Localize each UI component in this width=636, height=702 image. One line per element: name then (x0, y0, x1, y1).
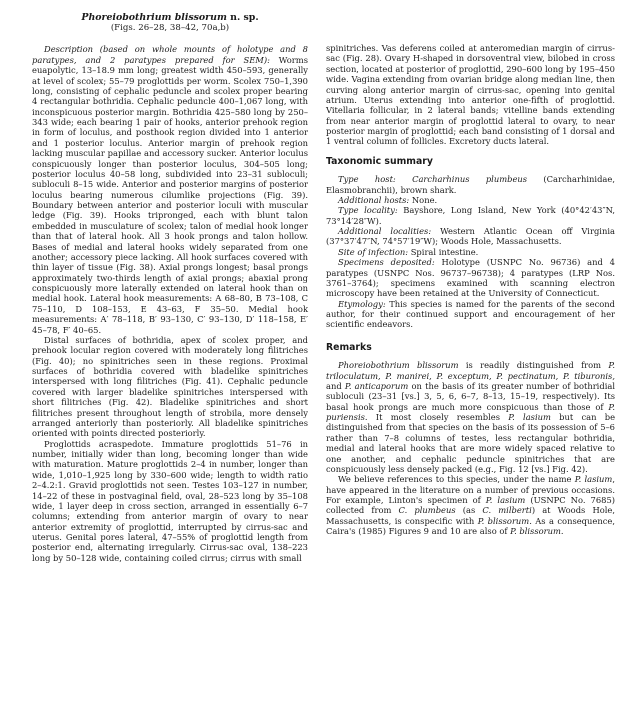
type-locality-value: Bayshore, Long Island, New York (40°42′43″N, 73°14′28″W). (326, 205, 616, 226)
additional-hosts-label: Additional hosts: (338, 194, 410, 205)
remarks-text: (USNPC No. 7685) collected from (326, 495, 616, 516)
remarks-text: . (560, 526, 564, 537)
left-column (32, 0, 308, 563)
species-ref: P. lasium (508, 412, 551, 422)
remarks-text: , have appeared in the literature on a number of previous occasions. For example, Linton's specimen of (326, 474, 615, 505)
remarks-paragraph-2 (326, 474, 615, 536)
species-ref: P. lasium (485, 495, 526, 505)
figure-refs: (Figs. 26–28, 38–42, 70a,b) (110, 23, 230, 33)
proglottid-continuation: spinitriches. Vas deferens coiled at anteromedian margin of cirrus-sac (Fig. 28). Ovary H-shaped in dorsoventral view, bilobed in cross section, located at posterior of proglottid, 290–600 long by 195–450 wide. Vagina extending from ovarian bridge along median line, then curving along anterior margin of cirrus-sac, opening into genital atrium. Uterus extending into anterior one-fifth of proglottid. Vitellaria follicular, in 2 lateral bands; vitelline bands extending from near anterior margin of proglottid lateral to ovary, to near posterior margin of proglottid; each band consisting of 1 dorsal and 1 ventral column of follicles. Excretory ducts lateral. (326, 43, 615, 147)
site-label: Site of infection: (338, 246, 409, 257)
etymology-label: Etymology: (338, 298, 386, 309)
type-host-label: Type host: (338, 174, 396, 185)
remarks-text: and (326, 380, 345, 391)
species-name: Phoreiobothrium blissorum (81, 12, 227, 23)
etymology-value: This species is named for the parents of the second author, for their continued support and encouragement of her scientific endeavors. (326, 298, 615, 330)
right-column (326, 0, 615, 537)
specimens-value: Holotype (USNPC No. 96736) and 4 paratypes (USNPC Nos. 96737–96738); 4 paratypes (LRP Nos. 3761–3764); specimens examined with scanning electron microscopy have been retained at the University of Connecticut. (326, 257, 615, 299)
species-ref: C. plumbeus (398, 505, 456, 516)
remarks-text: . As a consequence, Caira's (1985) Figures 9 and 10 are also of (326, 515, 615, 537)
species-ref: P. anticaporum (344, 380, 409, 391)
species-ref: P. lasium (574, 474, 613, 485)
surface-paragraph: Distal surfaces of bothridia, apex of scolex proper, and prehook locular region covered with moderately long filitriches (Fig. 40); no spinitriches seen in these regions. Proximal surfaces of bothridia covered with bladelike spinitriches interspersed with long filitriches (Fig. 41). Cephalic peduncle covered with larger bladelike spinitriches interspersed with short filitriches (Fig. 42). Bladelike spinitriches and short filitriches present throughout length of strobila, more densely arranged anteriorly than posteriorly. All bladelike spinitriches oriented with points directed posteriorly. (32, 334, 308, 439)
description-paragraph (32, 44, 308, 335)
remarks-text: but can be distinguished from that species on the basis of its possession of 5–6 rather than 7–8 columns of testes, less rectangular bothridia, medial and lateral hooks that are more widely spaced relative to one another, and cephalic peduncle spinitriches that are conspicuously less densely packed (e.g., Fig. 12 [vs.] Fig. 42). (326, 412, 616, 474)
species-ref: P. blissorum (477, 515, 530, 526)
species-ref: P. triloculatum, P. manirei, P. exceptum, P. pectinatum, P. tiburonis, (326, 360, 615, 381)
additional-localities-label: Additional localities: (338, 226, 432, 236)
description-lead: Description (based on whole mounts of holotype and 8 paratypes, and 2 paratypes prepared for SEM): (32, 44, 308, 65)
species-title (32, 12, 308, 23)
etymology (326, 299, 615, 330)
remarks-paragraph-1 (326, 360, 615, 474)
type-locality-label: Type locality: (338, 205, 398, 216)
species-ref: P. blissorum (510, 526, 561, 537)
additional-localities (326, 226, 615, 247)
species-suffix: n. sp. (226, 12, 259, 23)
taxonomic-summary-heading: Taxonomic summary (326, 155, 433, 167)
site-of-infection (326, 247, 615, 257)
remarks-text: is readily distinguished from (458, 360, 609, 371)
species-ref: C. milberti (482, 505, 532, 516)
additional-localities-value: Western Atlantic Ocean off Virginia (37°37′47″N, 74°57′19″W); Woods Hole, Massachusetts. (326, 226, 615, 247)
remarks-text: on the basis of its greater number of bothridial subloculi (23–31 [vs.] 3, 5, 6, 6–7, 8–13, 15–19, respectively). Its basal hook prongs are much more conspicuous than those of (326, 380, 616, 412)
specimens-label: Specimens deposited: (338, 257, 435, 268)
remarks-text: . It most closely resembles (364, 412, 509, 422)
site-value: Spiral intestine. (408, 246, 479, 257)
species-ref: P. puriensis (326, 401, 615, 422)
remarks-text: We believe references to this species, under the name (338, 474, 575, 485)
remarks-text: ) at Woods Hole, Massachusetts, is conspecific with (326, 505, 616, 526)
additional-hosts-value: None. (409, 194, 438, 205)
proglottid-paragraph: Proglottids acraspedote. Immature proglottids 51–76 in number, initially wider than long, becoming longer than wide with maturation. Mature proglottids 2–4 in number, longer than wide, 1,010–1,925 long by 330–600 wide; length to width ratio 2–4.2:1. Gravid proglottids not seen. Testes 103–127 in number, 14–22 of these in postvaginal field, oval, 28–523 long by 35–108 wide, 1 layer deep in cross section, arranged in essentially 6–7 columns; extending from anterior margin of ovary to near anterior extremity of proglottid, interrupted by cirrus-sac and uterus. Genital pores lateral, 47–55% of proglottid length from posterior end, alternating irregularly. Cirrus-sac oval, 138–223 long by 50–128 wide, containing coiled cirrus; cirrus with small (32, 438, 308, 563)
species-ref: Phoreiobothrium blissorum (338, 360, 459, 371)
type-host-name: Carcharhinus plumbeus (412, 174, 528, 185)
description-text: Worms euapolytic, 13–18.9 mm long; greatest width 450–593, generally at level of scolex; 55–79 proglottids per worm. Scolex 750–1,390 long, consisting of cephalic peduncle and scolex proper bearing 4 rectangular bothridia. Cephalic peduncle 400–1,067 long, with inconspicuous posterior margin. Bothridia 425–580 long by 250–343 wide; each bearing 1 pair of hooks, anterior prehook region in form of loculus, and posthook region divided into 1 anterior and 1 posterior loculus. Anterior margin of prehook region lacking muscular papillae and accessory sucker. Anterior loculus conspicuously longer than posterior loculus, 304–505 long; posterior loculus 40–58 long, subdivided into 23–31 subloculi; subloculi 8–15 wide. Anterior and posterior margins of posterior loculus bearing numerous cilumlike projections (Fig. 39). Boundary between anterior and posterior loculi with muscular ledge (Fig. 39). Hooks tripronged, each with blunt talon embedded in musculature of scolex; talon of medial hook longer than that of lateral hook. All 3 hook prongs and talon hollow. Bases of medial and lateral hooks widely separated from one another; accessory piece lacking. All hook surfaces covered with thin layer of tissue (Fig. 38). Axial prongs longest; basal prongs approximately two-thirds length of axial prongs; abaxial prong conspicuously more laterally extended on lateral hook than on medial hook. Lateral hook measurements: A 68–80, B 73–108, C 75–110, D 108–153, E 43–63, F 35–50. Medial hook measurements: A′ 78–118, B′ 93–130, C′ 93–130, D′ 118–158, E′ 45–78, F′ 40–65. (32, 54, 308, 335)
specimens-deposited (326, 257, 615, 299)
remarks-text: (as (455, 505, 483, 516)
remarks-heading: Remarks (326, 341, 372, 353)
type-host (326, 174, 615, 195)
additional-hosts (326, 195, 615, 205)
type-host-rest: (Carcharhinidae, Elasmobranchii), brown shark. (326, 174, 615, 195)
type-locality (326, 205, 615, 226)
